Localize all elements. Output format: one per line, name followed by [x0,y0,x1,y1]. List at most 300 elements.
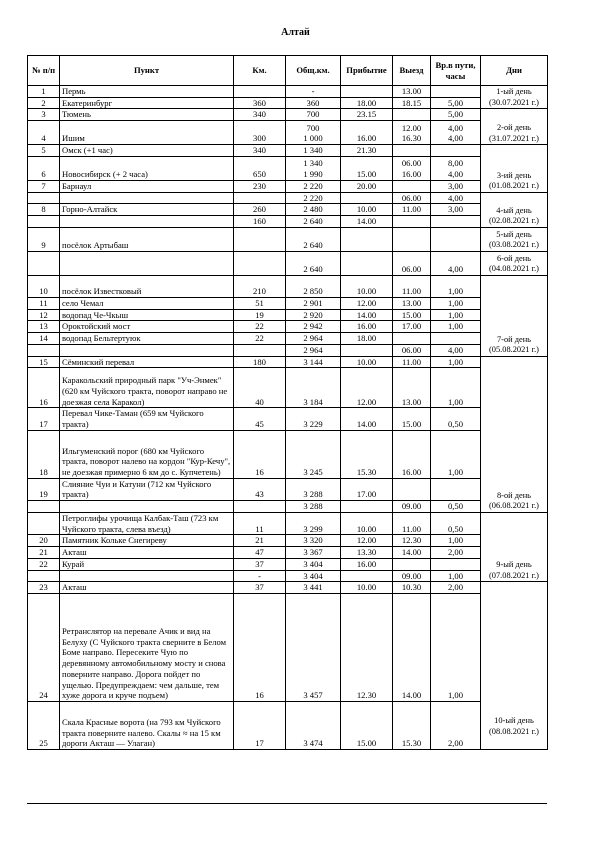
km-cell: 37 [234,558,286,570]
row-number-cell: 1 [28,86,60,98]
arrival-cell: 15.00 [341,156,393,180]
day-label: 3-ий день [496,170,532,180]
travel-time-cell: 2,00 [431,702,481,750]
point-name-cell: Барнаул [60,180,234,192]
table-row [28,368,548,408]
row-number-cell: 9 [28,227,60,251]
arrival-cell [341,570,393,582]
travel-time-cell: 1,00 [431,594,481,702]
total-km-cell [286,121,341,145]
total-km-cell: 2 640 [286,216,341,228]
day-cell [481,227,548,251]
total-km-cell [286,156,341,180]
point-name-cell: водопад Че-Чкыш [60,309,234,321]
departure-value: 06.00 [401,158,422,169]
km-cell: 51 [234,297,286,309]
departure-cell: 15.00 [393,408,431,430]
km-cell: 360 [234,97,286,109]
row-number-cell: 20 [28,535,60,547]
day-label: 7-ой день [496,334,532,344]
km-cell: 45 [234,408,286,430]
km-cell [234,344,286,356]
table-row [28,97,548,109]
total-km-cell: 3 229 [286,408,341,430]
point-name-cell: Памятник Кольке Снегиреву [60,535,234,547]
arrival-cell: 16.00 [341,321,393,333]
day-cell [481,86,548,109]
total-km-cell: 2 220 [286,180,341,192]
header-travel-time: Вр.в пути, часы [431,56,481,86]
row-number-cell [28,570,60,582]
point-name-cell [60,501,234,513]
point-name-cell: село Чемал [60,297,234,309]
km-cell: 16 [234,430,286,478]
row-number-cell: 5 [28,145,60,157]
header-arrival: Прибытие [341,56,393,86]
arrival-cell [341,192,393,204]
travel-time-value: 4,00 [447,122,464,133]
km-cell [234,192,286,204]
total-km-cell: 2 920 [286,309,341,321]
travel-time-cell [431,121,481,145]
row-number-cell: 12 [28,309,60,321]
table-row [28,547,548,559]
row-number-cell: 3 [28,109,60,121]
arrival-cell: 20.00 [341,180,393,192]
departure-cell: 15.30 [393,702,431,750]
travel-time-cell: 0,50 [431,501,481,513]
day-label: 1-ый день [496,87,532,97]
total-km-cell: 2 964 [286,333,341,345]
travel-time-cell: 4,00 [431,251,481,275]
header-departure: Выезд [393,56,431,86]
point-name-cell: Скала Красные ворота (на 793 км Чуйского тракта поверните налево. Скалы ≈ на 15 км дороги Акташ — Улаган) [60,702,234,750]
departure-cell: 13.00 [393,86,431,98]
row-number-cell: 11 [28,297,60,309]
day-date: (01.08.2021 г.) [489,181,539,191]
total-km-cell: 3 245 [286,430,341,478]
point-name-cell [60,344,234,356]
departure-cell: 15.00 [393,309,431,321]
row-number-cell [28,251,60,275]
arrival-cell: 14.00 [341,216,393,228]
km-cell: 17 [234,702,286,750]
day-date: (03.08.2021 г.) [489,240,539,250]
travel-time-cell: 2,00 [431,547,481,559]
day-cell [481,192,548,227]
departure-cell: 06.00 [393,344,431,356]
row-number-cell [28,192,60,204]
departure-cell [393,216,431,228]
row-number-cell: 7 [28,180,60,192]
total-km-value: 1 000 [303,133,323,144]
schedule-table [27,55,548,750]
departure-cell: 06.00 [393,251,431,275]
day-label: 2-ой день [496,123,532,133]
travel-time-cell: 5,00 [431,97,481,109]
km-cell: - [234,570,286,582]
day-cell [481,512,548,581]
travel-time-cell: 2,00 [431,582,481,594]
arrival-cell [341,227,393,251]
point-name-cell: Сёминский перевал [60,356,234,368]
table-row [28,478,548,500]
departure-cell: 09.00 [393,570,431,582]
departure-cell [393,333,431,345]
point-name-cell [60,216,234,228]
point-name-cell: посёлок Известковый [60,275,234,297]
day-date: (02.08.2021 г.) [489,216,539,226]
point-name-cell: Курай [60,558,234,570]
day-date: (30.07.2021 г.) [489,97,539,107]
departure-cell: 12.30 [393,535,431,547]
row-number-cell: 25 [28,702,60,750]
point-name-cell: Горно-Алтайск [60,204,234,216]
table-row [28,558,548,570]
row-number-cell: 4 [28,121,60,145]
point-name-cell: Ретранслятор на перевале Ачик и вид на Белуху (С Чуйского тракта сверните в Белом Боме направо. Пересеките Чую по деревянному автомобильному мосту и снова поверните направо. Дорога пойдет по ущелью. Предупреждаем: чем дальше, тем хуже дорога и круче подъем) [60,594,234,702]
total-km-cell: 360 [286,97,341,109]
travel-time-value: 8,00 [447,158,464,169]
day-date: (04.08.2021 г.) [489,264,539,274]
table-bottom-border [27,803,547,804]
travel-time-cell: 1,00 [431,309,481,321]
day-label: 10-ый день [494,716,534,726]
day-date: (08.08.2021 г.) [489,726,539,736]
day-cell [481,275,548,356]
travel-time-cell: 1,00 [431,368,481,408]
arrival-cell [341,501,393,513]
point-name-cell [60,570,234,582]
total-km-cell: 3 288 [286,501,341,513]
departure-value: 16.30 [401,133,422,144]
table-row [28,582,548,594]
km-cell: 37 [234,582,286,594]
total-km-cell: 700 [286,109,341,121]
point-name-cell: Перевал Чике-Таман (659 км Чуйского тракта) [60,408,234,430]
km-cell: 21 [234,535,286,547]
row-number-cell: 13 [28,321,60,333]
departure-cell: 10.30 [393,582,431,594]
point-name-cell: Ильгуменский порог (680 км Чуйского тракта, поворот налево на кордон "Кур-Кечу", не доезжая примерно 6 км до с. Купчетень) [60,430,234,478]
day-label: 9-ый день [496,560,532,570]
point-name-cell: Тюмень [60,109,234,121]
table-row [28,702,548,750]
departure-cell: 11.00 [393,512,431,534]
table-row [28,275,548,297]
km-cell: 22 [234,333,286,345]
header-km: Км. [234,56,286,86]
km-cell [234,251,286,275]
day-cell [481,251,548,275]
day-date: (31.07.2021 г.) [489,133,539,143]
arrival-cell [341,344,393,356]
table-row [28,594,548,702]
departure-value: 12.00 [401,122,422,133]
departure-cell: 17.00 [393,321,431,333]
row-number-cell: 21 [28,547,60,559]
departure-cell [393,121,431,145]
header-point: Пункт [60,56,234,86]
point-name-cell: посёлок Артыбаш [60,227,234,251]
total-km-cell: 2 640 [286,227,341,251]
point-name-cell: Каракольский природный парк "Уч-Энмек" (620 км Чуйского тракта, поворот направо не доезжая села Каракол) [60,368,234,408]
point-name-cell: Ишим [60,121,234,145]
km-cell: 230 [234,180,286,192]
travel-time-cell [431,216,481,228]
total-km-cell: 2 942 [286,321,341,333]
travel-time-cell [431,86,481,98]
total-km-cell: 3 404 [286,558,341,570]
header-no: № п/п [28,56,60,86]
km-cell: 160 [234,216,286,228]
row-number-cell: 8 [28,204,60,216]
arrival-cell: 10.00 [341,356,393,368]
day-date: (05.08.2021 г.) [489,345,539,355]
departure-cell [393,227,431,251]
table-row [28,570,548,582]
table-row [28,192,548,204]
row-number-cell [28,344,60,356]
departure-value: 16.00 [401,169,422,180]
travel-time-cell: 1,00 [431,321,481,333]
departure-cell [393,558,431,570]
header-total-km: Общ.км. [286,56,341,86]
row-number-cell: 14 [28,333,60,345]
table-row [28,512,548,534]
row-number-cell: 24 [28,594,60,702]
total-km-cell: 3 457 [286,594,341,702]
total-km-value: 1 340 [303,158,323,169]
row-number-cell [28,501,60,513]
km-cell: 16 [234,594,286,702]
table-header-row [28,56,548,86]
point-name-cell: Петроглифы урочища Калбак-Таш (723 км Чуйского тракта, слева въезд) [60,512,234,534]
km-cell: 340 [234,145,286,157]
table-row [28,321,548,333]
departure-cell [393,145,431,157]
arrival-cell: 10.00 [341,275,393,297]
day-date: (06.08.2021 г.) [489,501,539,511]
table-row [28,251,548,275]
arrival-cell: 12.00 [341,535,393,547]
table-row [28,121,548,145]
total-km-cell: 3 404 [286,570,341,582]
arrival-cell: 21.30 [341,145,393,157]
total-km-cell: 3 299 [286,512,341,534]
table-row [28,501,548,513]
table-row [28,333,548,345]
travel-time-cell: 3,00 [431,180,481,192]
point-name-cell: Акташ [60,547,234,559]
point-name-cell: Новосибирск (+ 2 часа) [60,156,234,180]
total-km-cell: 2 850 [286,275,341,297]
departure-cell: 06.00 [393,192,431,204]
travel-time-cell: 4,00 [431,344,481,356]
departure-cell: 11.00 [393,275,431,297]
total-km-cell: 3 144 [286,356,341,368]
point-name-cell: Омск (+1 час) [60,145,234,157]
departure-cell [393,180,431,192]
arrival-cell: 12.00 [341,368,393,408]
table-row [28,309,548,321]
km-cell: 19 [234,309,286,321]
total-km-cell: 2 901 [286,297,341,309]
point-name-cell: Ороктойский мост [60,321,234,333]
day-label: 5-ый день [496,229,532,239]
km-cell: 47 [234,547,286,559]
travel-time-cell: 0,50 [431,512,481,534]
total-km-cell: 3 184 [286,368,341,408]
arrival-cell: 18.00 [341,333,393,345]
total-km-cell: 2 964 [286,344,341,356]
table-body [28,86,548,750]
travel-time-cell: 1,00 [431,297,481,309]
total-km-cell: 2 640 [286,251,341,275]
arrival-cell: 10.00 [341,582,393,594]
day-label: 4-ый день [496,205,532,215]
arrival-cell: 15.30 [341,430,393,478]
travel-time-cell: 1,00 [431,430,481,478]
table-row [28,204,548,216]
total-km-value: 700 [306,122,320,133]
travel-time-cell: 1,00 [431,275,481,297]
km-cell: 300 [234,121,286,145]
table-row [28,356,548,368]
km-cell: 180 [234,356,286,368]
travel-time-value: 4,00 [447,169,464,180]
table-row [28,430,548,478]
arrival-cell: 18.00 [341,97,393,109]
travel-time-cell: 3,00 [431,204,481,216]
km-cell: 22 [234,321,286,333]
travel-time-cell: 1,00 [431,356,481,368]
total-km-cell: 1 340 [286,145,341,157]
day-cell [481,356,548,512]
arrival-cell: 10.00 [341,204,393,216]
total-km-cell: 2 480 [286,204,341,216]
arrival-cell: 14.00 [341,309,393,321]
table-row [28,86,548,98]
table-row [28,109,548,121]
point-name-cell: Пермь [60,86,234,98]
row-number-cell: 17 [28,408,60,430]
km-cell [234,227,286,251]
point-name-cell: Екатеринбург [60,97,234,109]
table-row [28,216,548,228]
header-days: Дни [481,56,548,86]
table-row [28,297,548,309]
table-row [28,344,548,356]
departure-cell: 09.00 [393,501,431,513]
arrival-cell: 12.00 [341,297,393,309]
travel-time-cell [431,558,481,570]
travel-time-value: 4,00 [447,133,464,144]
arrival-cell [341,86,393,98]
day-cell [481,145,548,192]
arrival-cell: 12.30 [341,594,393,702]
point-name-cell: Акташ [60,582,234,594]
table-row [28,145,548,157]
travel-time-cell [431,333,481,345]
arrival-cell [341,251,393,275]
departure-cell: 16.00 [393,430,431,478]
travel-time-cell [431,145,481,157]
km-cell: 43 [234,478,286,500]
departure-cell: 14.00 [393,594,431,702]
total-km-cell: 3 367 [286,547,341,559]
arrival-cell: 23.15 [341,109,393,121]
km-cell [234,86,286,98]
point-name-cell [60,251,234,275]
total-km-cell: 3 320 [286,535,341,547]
row-number-cell: 18 [28,430,60,478]
row-number-cell: 16 [28,368,60,408]
day-label: 6-ой день [496,253,532,263]
km-cell: 210 [234,275,286,297]
travel-time-cell [431,478,481,500]
table-row [28,227,548,251]
total-km-cell: 3 441 [286,582,341,594]
departure-cell: 14.00 [393,547,431,559]
row-number-cell: 2 [28,97,60,109]
day-cell [481,582,548,750]
day-label: 8-ой день [496,490,532,500]
table-row [28,180,548,192]
arrival-cell: 16.00 [341,558,393,570]
km-cell: 650 [234,156,286,180]
page-title: Алтай [281,27,310,38]
km-cell: 260 [234,204,286,216]
total-km-cell: 3 288 [286,478,341,500]
departure-cell [393,109,431,121]
total-km-cell: 2 220 [286,192,341,204]
row-number-cell: 15 [28,356,60,368]
table-row [28,156,548,180]
point-name-cell: Слияние Чуи и Катуни (712 км Чуйского тракта) [60,478,234,500]
day-cell [481,109,548,145]
travel-time-cell: 1,00 [431,570,481,582]
travel-time-cell: 5,00 [431,109,481,121]
row-number-cell [28,512,60,534]
row-number-cell: 19 [28,478,60,500]
travel-time-cell [431,156,481,180]
travel-time-cell: 4,00 [431,192,481,204]
row-number-cell: 10 [28,275,60,297]
row-number-cell: 22 [28,558,60,570]
day-date: (07.08.2021 г.) [489,570,539,580]
departure-cell: 18.15 [393,97,431,109]
table-row [28,535,548,547]
departure-cell [393,478,431,500]
arrival-cell: 10.00 [341,512,393,534]
km-cell: 11 [234,512,286,534]
arrival-cell: 13.30 [341,547,393,559]
row-number-cell: 6 [28,156,60,180]
km-cell [234,501,286,513]
departure-cell: 11.00 [393,356,431,368]
arrival-cell: 15.00 [341,702,393,750]
departure-cell [393,156,431,180]
departure-cell: 11.00 [393,204,431,216]
total-km-cell: - [286,86,341,98]
departure-cell: 13.00 [393,368,431,408]
point-name-cell [60,192,234,204]
total-km-value: 1 990 [303,169,323,180]
total-km-cell: 3 474 [286,702,341,750]
arrival-cell: 16.00 [341,121,393,145]
travel-time-cell: 0,50 [431,408,481,430]
